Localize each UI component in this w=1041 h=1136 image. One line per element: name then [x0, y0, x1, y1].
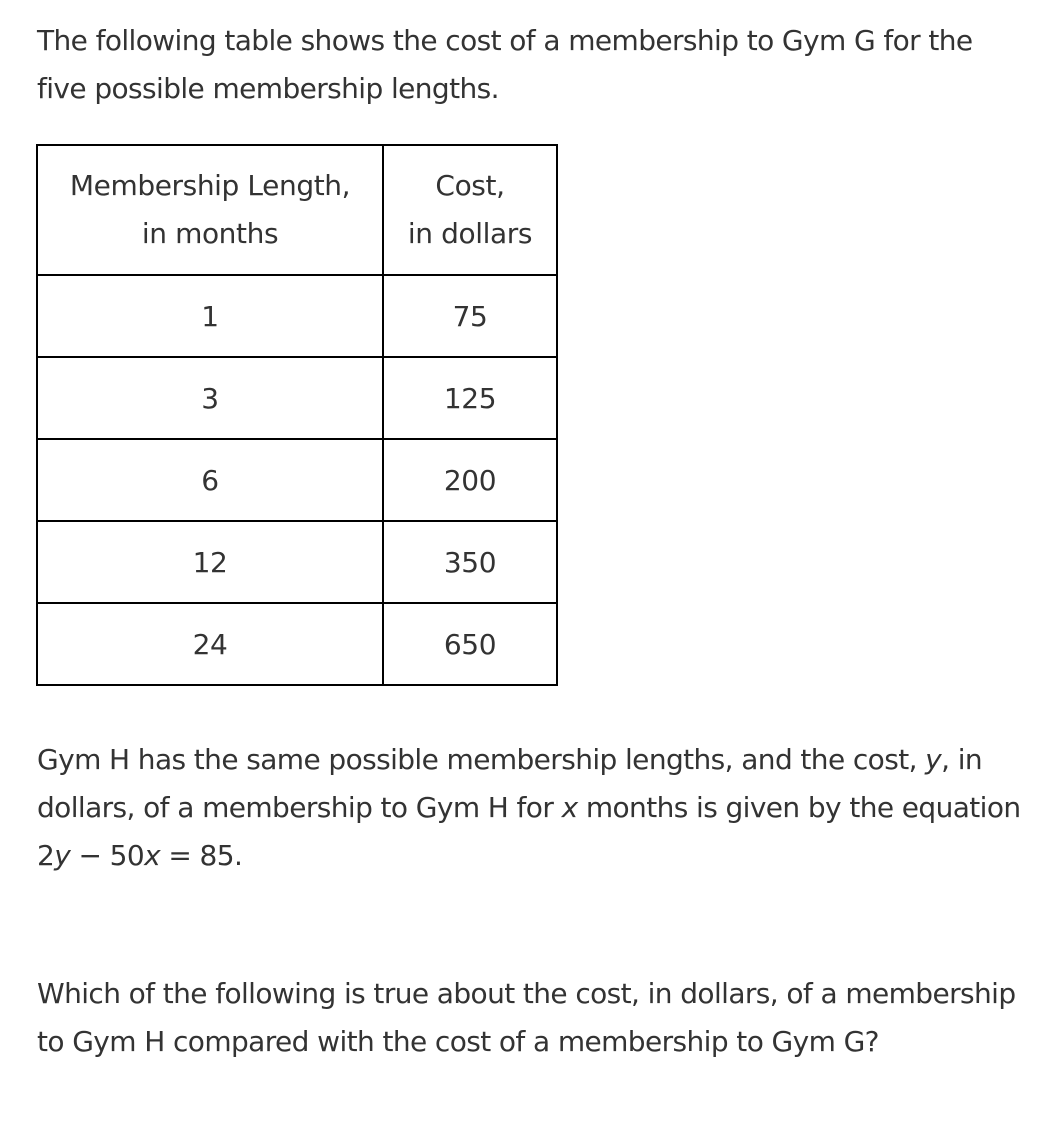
cost-cell: 650	[383, 603, 557, 685]
header-line: in months	[141, 217, 279, 250]
text-segment: months is given by the equation 2	[37, 791, 1021, 872]
months-cell: 12	[37, 521, 383, 603]
cost-cell: 200	[383, 439, 557, 521]
equation-segment: = 85.	[160, 839, 243, 872]
header-cost	[383, 145, 557, 275]
header-line: in dollars	[407, 217, 533, 250]
months-cell: 3	[37, 357, 383, 439]
months-cell: 6	[37, 439, 383, 521]
table-row	[37, 275, 557, 357]
header-membership-length	[37, 145, 383, 275]
table-row	[37, 521, 557, 603]
intro-paragraph: The following table shows the cost of a membership to Gym G for the five possible membership lengths.	[37, 24, 973, 105]
table-header-row	[37, 145, 557, 275]
gym-h-description	[37, 736, 1027, 880]
table-row	[37, 439, 557, 521]
header-line: Membership Length,	[69, 169, 351, 202]
question-stem: Which of the following is true about the cost, in dollars, of a membership to Gym H compared with the cost of a membership to Gym G?	[37, 977, 1016, 1058]
variable-x: x	[561, 791, 578, 824]
cost-cell: 350	[383, 521, 557, 603]
table-row	[37, 357, 557, 439]
equation-variable-x: x	[144, 839, 161, 872]
cost-cell: 75	[383, 275, 557, 357]
text-segment: , in dollars, of a membership to Gym H for	[37, 743, 983, 824]
equation-variable-y: y	[54, 839, 71, 872]
variable-y: y	[925, 743, 942, 776]
months-cell: 24	[37, 603, 383, 685]
months-cell: 1	[37, 275, 383, 357]
table-row	[37, 603, 557, 685]
gym-g-cost-table	[36, 144, 558, 686]
equation-segment: − 50	[70, 839, 145, 872]
cost-cell: 125	[383, 357, 557, 439]
text-segment: Gym H has the same possible membership lengths, and the cost,	[37, 743, 926, 776]
header-line: Cost,	[435, 169, 505, 202]
